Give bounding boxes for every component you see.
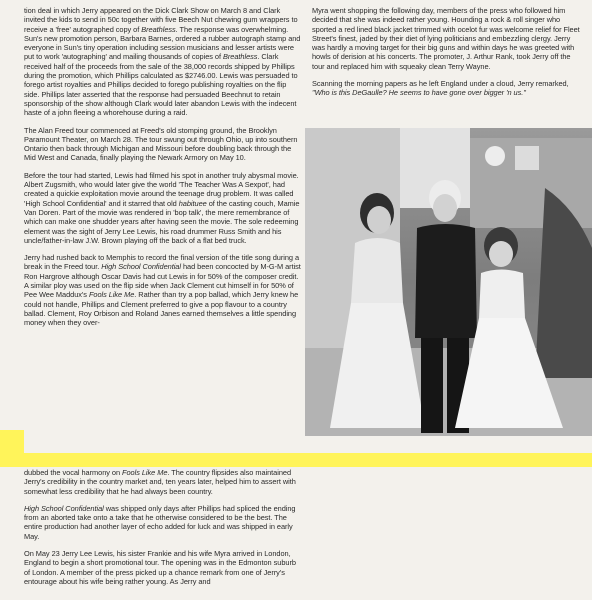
paragraph: Jerry had rushed back to Memphis to record the final version of the title song during a break in the Freed tour. High School Confidential had been concocted by M-G-M artist Ron Hargrove although Oscar Davis had cut Lewis in for 50% of the composer credit. A similar ploy was used on the flip side when Jack Clement cut himself in for 50% of Pee Wee Maddux's Fools Like Me. Rather than try a pop ballad, which Jerry knew he could not handle, Phillips and Clement preferred to give a pop flavour to a country ballad. Clement, Roy Orbison and Roland Janes earned themselves a little spending money when they over- <box>24 253 301 328</box>
paragraph: Myra went shopping the following day, members of the press who followed him decided that she was indeed rather young. Hounding a rock & roll singer who sported a red lined black jacket trimmed with ocelot fur was welcome relief for Fleet Street's finest, jaded by their diet of lying politicians and embezzling clergy. Jerry was hardly a moving target for their big guns and within days he was greeted with howls of derision at his concerts. The promoter, J. Arthur Rank, took Jerry off the tour and replaced him with squeaky clean Terry Wayne. <box>312 6 580 71</box>
paragraph: tion deal in which Jerry appeared on the Dick Clark Show on March 8 and Clark invited the kids to send in 50c together with five Beech Nut chewing gum wrappers to receive a 'free' autographed copy of Breathless. The response was overwhelming. Sun's new promotion person, Barbara Barnes, ordered a rubber autograph stamp and everyone in Sun's tiny operation including session musicians and lesser artists were put to work 'autographing' and mailing thousands of copies of Breathless. Clark received half of the proceeds from the sale of the 38,000 records shipped by Phillips during the promotion, which Phillips calculated as $2746.00. Lewis was persuaded to forego artist royalties and Phillips decided to forego publishing royalties on the flip side. Phillips later asserted that the response had persuaded Beechnut to retain sponsorship of the show although Clark would later abandon Lewis with the indecent haste of a john fleeing a whorehouse during a raid. <box>24 6 301 118</box>
paragraph: On May 23 Jerry Lee Lewis, his sister Frankie and his wife Myra arrived in London, England to begin a short promotional tour. The opening was in the Edmonton suburb of London. A member of the press picked up a chance remark from one of Jerry's entourage about his wife being rather young. As Jerry and <box>24 549 296 586</box>
yellow-accent-block <box>0 430 24 454</box>
paragraph: Before the tour had started, Lewis had filmed his spot in another truly abysmal movie. Albert Zugsmith, who would later give the world 'The Teacher Was A Sexpot', had created a quickie exploitation movie around the teenage drug problem. It was called 'High School Confidential' and it starred that old habituee of the casting couch, Mamie Van Doren. Part of the movie was rendered in 'bop talk', the mere remembrance of which can make one shudder years after having seen the movie. The sole redeeming element was the sight of Jerry Lee Lewis, his road drummer Russ Smith and his uncle/father-in-law J.W. Brown playing off the back of a flat bed truck. <box>24 170 300 245</box>
left-column-top <box>24 6 301 336</box>
paragraph: High School Confidential was shipped only days after Phillips had spliced the ending from an aborted take onto a take that he otherwise considered to be the best. The entire production had another layer of echo added for luck and was shipped in early May. <box>24 503 296 541</box>
yellow-band <box>0 453 592 467</box>
paragraph: Scanning the morning papers as he left England under a cloud, Jerry remarked, "Who is this DeGaulle? He seems to have gone over bigger 'n us." <box>312 79 569 98</box>
photo-illustration <box>305 128 592 436</box>
sign <box>515 146 539 170</box>
paragraph: The Alan Freed tour commenced at Freed's old stomping ground, the Brooklyn Paramount Theater, on March 28. The tour swung out through Ohio, up into southern Ontario then back through Michigan and Missouri before doubling back through the Mid West and Canada, finally playing the Newark Armory on May 10. <box>24 125 298 163</box>
paragraph: dubbed the vocal harmony on Fools Like Me. The country flipsides also maintained Jerry's credibility in the country market and, ten years later, helped him to assert with somewhat less credibility that he had always been country. <box>24 468 296 496</box>
left-column-bottom <box>24 468 301 594</box>
sign <box>485 146 505 166</box>
right-column-top <box>312 6 580 106</box>
photo <box>305 128 592 436</box>
